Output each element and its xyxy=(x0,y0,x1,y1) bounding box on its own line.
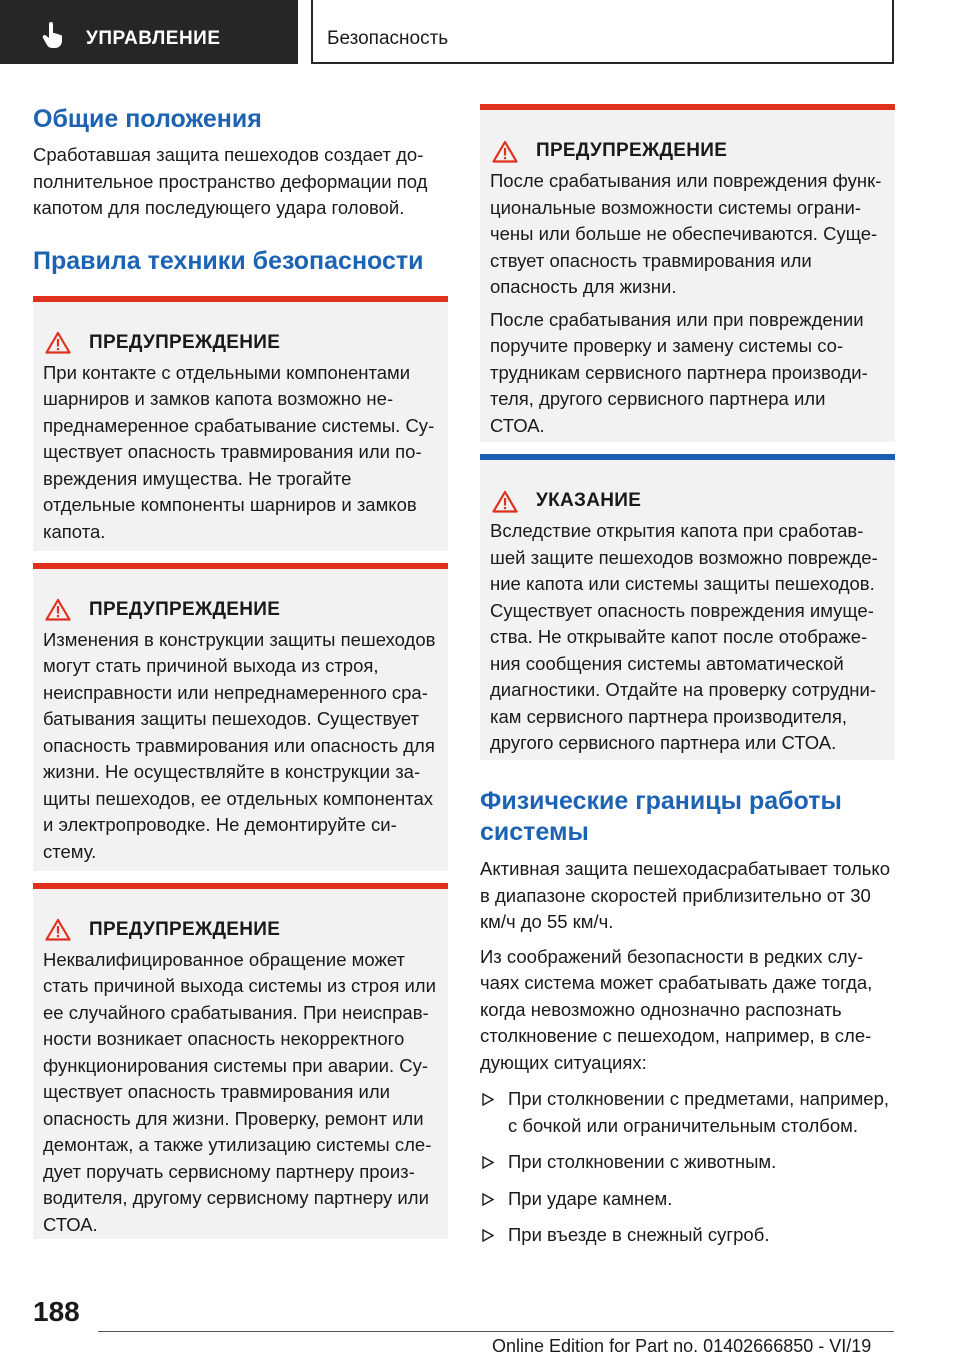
section-tab xyxy=(0,0,298,64)
left-column xyxy=(33,100,448,1239)
hand-pointer-icon xyxy=(40,22,64,48)
edition-footer: Online Edition for Part no. 01402666850 - VI/19 xyxy=(492,1336,872,1356)
list-item: При ударе камнем. xyxy=(480,1186,895,1213)
notice-triangle-icon xyxy=(492,490,518,513)
notice-title: УКАЗАНИЕ xyxy=(536,490,642,511)
warning-box-3 xyxy=(33,883,448,1239)
warning-triangle-icon xyxy=(492,140,518,163)
section-label: УПРАВЛЕНИЕ xyxy=(86,28,221,49)
warning-title: ПРЕДУПРЕЖДЕНИЕ xyxy=(89,331,281,353)
limits-paragraph-2: Из соображений безопасности в редких случаях система может срабатывать даже тогда, когда невозможно однозначно распознать столкновение с пешеходом, например, в следующих ситуациях: xyxy=(480,945,873,1073)
warning-text: Неквалифицированное обращение может стать причиной выхода системы из строя или ее случайного срабатывания. При неисправности возникает опасность некорректного функционирования системы при аварии. Существует опасность травмирования или опасность для жизни. Проверку, ремонт или демонтаж, а также утилизацию системы следует поручать сервисному партнеру производителя, другому сервисному партнеру или СТОА. xyxy=(43,948,436,1235)
topic-label: Безопасность xyxy=(327,28,449,49)
limits-paragraph-1: Активная защита пешеходасрабатывает только в диапазоне скоростей приблизительно от 30 км/ч до 55 км/ч. xyxy=(480,858,891,932)
warning-text-1: После срабатывания или повреждения функциональные возможности системы ограничены или больше не обеспечиваются. Существует опасность травмирования или опасность для жизни. xyxy=(490,170,882,297)
heading-general: Общие положения xyxy=(33,105,262,133)
heading-physical-limits: Физические границы работы системы xyxy=(480,787,842,846)
right-column xyxy=(480,104,895,1259)
warning-triangle-icon xyxy=(45,918,71,941)
warning-text-2: После срабатывания или при повреждении поручите проверку и замену системы сотрудникам сервисного партнера производителя, другого сервисного партнера или СТОА. xyxy=(490,308,868,436)
situation-list xyxy=(480,1086,895,1249)
warning-title: ПРЕДУПРЕЖДЕНИЕ xyxy=(89,918,281,940)
warning-box-1 xyxy=(33,296,448,551)
warning-title: ПРЕДУПРЕЖДЕНИЕ xyxy=(536,140,728,161)
warning-text: Изменения в конструкции защиты пешеходов могут стать причиной выхода из строя, неисправности или непреднамеренного срабатывания защиты пешеходов. Существует опасность травмирования или опасность для жизни. Не осуществляйте в конструкции защиты пешеходов, ее отдельных компонентах и электропроводке. Не демонтируйте систему. xyxy=(43,628,436,862)
heading-safety-rules: Правила техники безопасности xyxy=(33,246,424,275)
warning-triangle-icon xyxy=(45,331,71,354)
warning-text: При контакте с отдельными компонентами шарниров и замков капота возможно непреднамеренное срабатывание системы. Существует опасность травмирования или повреждения имущества. Не трогайте отдельные компоненты шарниров и замков капота. xyxy=(43,361,435,542)
notice-box xyxy=(480,454,895,760)
warning-box-4 xyxy=(480,104,895,442)
footer-divider xyxy=(98,1331,894,1332)
list-item: При въезде в снежный сугроб. xyxy=(480,1222,895,1249)
warning-triangle-icon xyxy=(45,598,71,621)
triangle-bullet-icon xyxy=(482,1093,494,1106)
triangle-bullet-icon xyxy=(482,1156,494,1169)
notice-text: Вследствие открытия капота при сработавшей защите пешеходов возможно повреждение капота или системы защиты пешеходов. Существует опасность повреждения имущества. Не открывайте капот после отображения сообщения системы автоматической диагностики. Отдайте на проверку сотрудникам сервисного партнера производителя, другого сервисного партнера или СТОА. xyxy=(490,520,878,753)
page-number: 188 xyxy=(33,1296,80,1327)
triangle-bullet-icon xyxy=(482,1229,494,1242)
general-paragraph: Сработавшая защита пешеходов создает дополнительное пространство деформации под капотом для последующего удара головой. xyxy=(33,144,428,218)
list-item: При столкновении с животным. xyxy=(480,1149,895,1176)
triangle-bullet-icon xyxy=(482,1193,494,1206)
list-item: При столкновении с предметами, например, с бочкой или ограничительным столбом. xyxy=(480,1086,895,1139)
topic-header xyxy=(311,0,894,64)
warning-title: ПРЕДУПРЕЖДЕНИЕ xyxy=(89,598,281,620)
warning-box-2 xyxy=(33,563,448,871)
